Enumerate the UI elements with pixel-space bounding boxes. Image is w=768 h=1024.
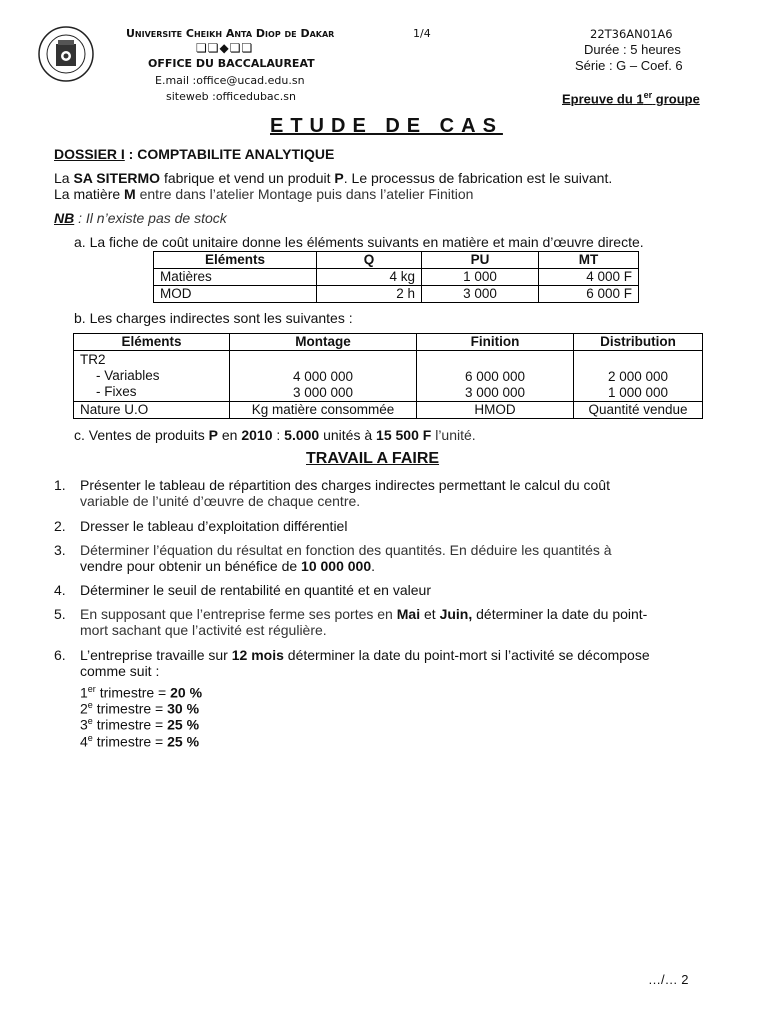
table-row (74, 402, 703, 419)
item-b: b. Les charges indirectes sont les suivantes : (74, 310, 353, 326)
nb-note: NB : Il n’existe pas de stock (54, 210, 227, 226)
table-cell: 3 000 (422, 286, 539, 303)
quarter-line: 3e trimestre = 25 % (80, 716, 200, 733)
table-cell: TR2 - Variables - Fixes (74, 351, 230, 402)
table-cell: 6 000 000 3 000 000 (417, 351, 574, 402)
section-heading: TRAVAIL A FAIRE (306, 450, 440, 467)
table-cell: 4 kg (317, 269, 422, 286)
table-header: PU (422, 252, 539, 269)
task-item: 3. Déterminer l’équation du résultat en fonction des quantités. En déduire les quantités à vendre pour obtenir un bénéfice de 10 000 000. (54, 542, 612, 574)
office-name: OFFICE DU BACCALAUREAT (148, 57, 315, 70)
item-c: c. Ventes de produits P en 2010 : 5.000 unités à 15 500 F l’unité. (74, 427, 476, 443)
table-header: Distribution (574, 334, 703, 351)
quarter-line: 1er trimestre = 20 % (80, 684, 203, 701)
table-cell: 2 000 000 1 000 000 (574, 351, 703, 402)
table-header-row (74, 334, 703, 351)
series: Série : G – Coef. 6 (575, 58, 683, 73)
table-cell: 2 h (317, 286, 422, 303)
task-item: 2. Dresser le tableau d’exploitation différentiel (54, 518, 348, 534)
task-item: 5. En supposant que l’entreprise ferme ses portes en Mai et Juin, déterminer la date du point- mort sachant que l’activité est régulière. (54, 606, 648, 638)
table-header: Montage (230, 334, 417, 351)
quarter-line: 4e trimestre = 25 % (80, 733, 200, 750)
table-header: Q (317, 252, 422, 269)
table-header: MT (539, 252, 639, 269)
page-continuation: …/… 2 (648, 972, 689, 987)
task-item: 6. L’entreprise travaille sur 12 mois déterminer la date du point-mort si l’activité se décompose comme suit : (54, 647, 650, 679)
table-header: Eléments (74, 334, 230, 351)
duration: Durée : 5 heures (584, 42, 681, 57)
table-header-row (154, 252, 639, 269)
table-cell: HMOD (417, 402, 574, 419)
item-a: a. La fiche de coût unitaire donne les éléments suivants en matière et main d’œuvre directe. (74, 234, 644, 250)
epreuve: Epreuve du 1er groupe (562, 90, 700, 107)
page-title: ETUDE DE CAS (270, 115, 503, 137)
ornament: ❏❏◆❏❏ (196, 41, 254, 55)
email: E.mail :office@ucad.edu.sn (155, 74, 305, 87)
table-row (154, 269, 639, 286)
table-cell: 4 000 000 3 000 000 (230, 351, 417, 402)
intro-line-2: La matière M entre dans l’atelier Montage puis dans l’atelier Finition (54, 186, 474, 202)
dossier-heading: DOSSIER I : COMPTABILITE ANALYTIQUE (54, 146, 335, 162)
table-cell: 4 000 F (539, 269, 639, 286)
task-item: 4. Déterminer le seuil de rentabilité en quantité et en valeur (54, 582, 431, 598)
table-cell: Matières (154, 269, 317, 286)
cost-table (153, 251, 639, 303)
table-cell: MOD (154, 286, 317, 303)
university-name: Universite Cheikh Anta Diop de Dakar (126, 27, 335, 40)
university-seal-logo (38, 26, 94, 82)
task-item: 1. Présenter le tableau de répartition des charges indirectes permettant le calcul du coût variable de l’unité d’œuvre de chaque centre. (54, 477, 610, 509)
intro-line-1: La SA SITERMO fabrique et vend un produit P. Le processus de fabrication est le suivant. (54, 170, 613, 186)
table-cell: 1 000 (422, 269, 539, 286)
table-cell: 6 000 F (539, 286, 639, 303)
quarter-line: 2e trimestre = 30 % (80, 700, 200, 717)
indirect-charges-table (73, 333, 703, 419)
table-cell: Quantité vendue (574, 402, 703, 419)
website: siteweb :officedubac.sn (166, 90, 296, 103)
table-row (154, 286, 639, 303)
table-row (74, 351, 703, 402)
table-cell: Nature U.O (74, 402, 230, 419)
table-cell: Kg matière consommée (230, 402, 417, 419)
page-number: 1/4 (413, 27, 431, 40)
table-header: Eléments (154, 252, 317, 269)
table-header: Finition (417, 334, 574, 351)
exam-code: 22T36AN01A6 (590, 27, 673, 41)
